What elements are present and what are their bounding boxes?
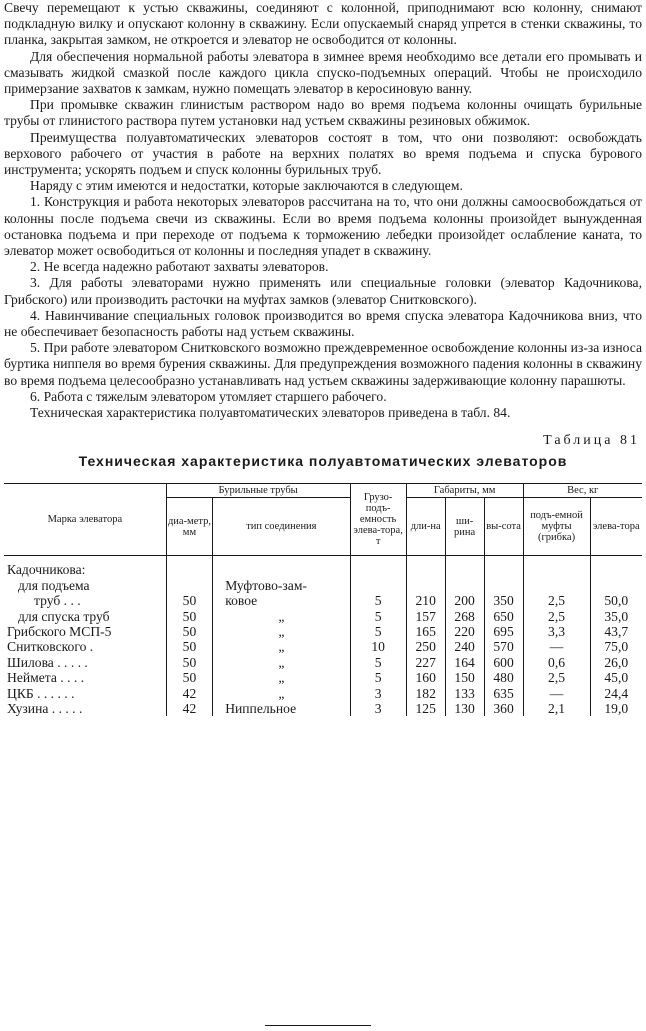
- row-width: 220: [445, 624, 484, 639]
- row-connection: „: [213, 639, 350, 654]
- header-pipes: Бурильные трубы: [166, 484, 350, 498]
- table-row: [4, 593, 642, 608]
- row-connection-cont: ковое: [213, 593, 350, 608]
- row-width: 150: [445, 670, 484, 685]
- row-weight-elevator: 50,0: [590, 593, 642, 608]
- row-diameter: 50: [166, 655, 212, 670]
- row-height: 360: [484, 701, 523, 716]
- row-capacity: 5: [350, 655, 406, 670]
- row-weight-coupling: 3,3: [523, 624, 590, 639]
- row-connection: „: [213, 655, 350, 670]
- row-weight-elevator: 75,0: [590, 639, 642, 654]
- row-height: 570: [484, 639, 523, 654]
- row-height: 350: [484, 593, 523, 608]
- row-name: Снитковского .: [4, 639, 166, 654]
- row-diameter: 50: [166, 609, 212, 624]
- row-weight-elevator: 45,0: [590, 670, 642, 685]
- row-weight-coupling: 2,5: [523, 609, 590, 624]
- footer-rule: [265, 1025, 371, 1026]
- row-diameter: 42: [166, 686, 212, 701]
- row-diameter: 42: [166, 701, 212, 716]
- table-row: [4, 701, 642, 716]
- row-width: 268: [445, 609, 484, 624]
- row-diameter: 50: [166, 593, 212, 608]
- table-row: [4, 624, 642, 639]
- row-weight-coupling: 2,5: [523, 593, 590, 608]
- header-weight-coupling: подъ-емной муфты (грибка): [523, 498, 590, 556]
- row-name: ЦКБ . . . . . .: [4, 686, 166, 701]
- paragraph-12: Техническая характеристика полуавтоматических элеваторов приведена в табл. 84.: [30, 405, 511, 421]
- header-height: вы-сота: [484, 498, 523, 556]
- table-row-group: [4, 562, 642, 577]
- row-height: 600: [484, 655, 523, 670]
- table-row: [4, 686, 642, 701]
- row-width: 130: [445, 701, 484, 716]
- header-weight-elevator: элева-тора: [590, 498, 642, 556]
- row-length: 182: [406, 686, 445, 701]
- row-connection: „: [213, 609, 350, 624]
- row-capacity: 5: [350, 670, 406, 685]
- row-weight-elevator: 35,0: [590, 609, 642, 624]
- row-connection: „: [213, 670, 350, 685]
- table-row: [4, 639, 642, 654]
- paragraph-4: Преимущества полуавтоматических элеваторов состоят в том, что они позволяют: освобождать верхового рабочего от участия в работе на верхних полатях во время подъема и спуска бурового инструмента; ускорять подъем и спуск колонны бурильных труб.: [4, 129, 642, 178]
- row-name: для спуска труб: [4, 609, 166, 624]
- row-diameter: 50: [166, 639, 212, 654]
- row-weight-coupling: 0,6: [523, 655, 590, 670]
- row-capacity: 5: [350, 624, 406, 639]
- row-height: 480: [484, 670, 523, 685]
- row-connection: Муфтово-зам-: [213, 578, 350, 593]
- row-weight-elevator: 26,0: [590, 655, 642, 670]
- row-weight-coupling: —: [523, 686, 590, 701]
- row-name-cont: труб . . .: [4, 593, 166, 608]
- header-connection: тип соединения: [213, 498, 350, 556]
- paragraph-2: Для обеспечения нормальной работы элеватора в зимнее время необходимо все детали его промывать и смазывать жидкой смазкой после каждого цикла спуско-подъемных операций. Чтобы не происходило примерзание захватов к замкам, нужно помещать элеватор в керосиновую ванну.: [4, 48, 642, 97]
- row-length: 210: [406, 593, 445, 608]
- row-height: 650: [484, 609, 523, 624]
- header-width: ши-рина: [445, 498, 484, 556]
- row-height: 695: [484, 624, 523, 639]
- paragraph-9: 4. Навинчивание специальных головок производится во время спуска элеватора Кадочникова вниз, что не обеспечивает безопасность работы над устьем скважины.: [4, 307, 642, 340]
- row-weight-coupling: —: [523, 639, 590, 654]
- row-width: 240: [445, 639, 484, 654]
- row-weight-coupling: 2,5: [523, 670, 590, 685]
- paragraph-3: При промывке скважин глинистым раствором надо во время подъема колонны очищать бурильные трубы от глинистого раствора путем установки над устьем скважины резиновых обжимок.: [4, 97, 642, 129]
- row-name: Грибского МСП-5: [4, 624, 166, 639]
- row-length: 227: [406, 655, 445, 670]
- row-diameter: 50: [166, 624, 212, 639]
- header-mark: Марка элеватора: [4, 484, 166, 556]
- row-capacity: 10: [350, 639, 406, 654]
- row-length: 157: [406, 609, 445, 624]
- row-weight-elevator: 43,7: [590, 624, 642, 639]
- row-connection: „: [213, 624, 350, 639]
- row-length: 160: [406, 670, 445, 685]
- row-name: Шилова . . . . .: [4, 655, 166, 670]
- table-row: [4, 609, 642, 624]
- row-connection: „: [213, 686, 350, 701]
- paragraph-10: 5. При работе элеватором Снитковского возможно преждевременное освобождение колонны из-за износа буртика ниппеля во время бурения скважины. Для предупреждения возможного падения колонны в скважину во время подъема целесообразно устанавливать над устьем скважины задерживающие колонну парашюты.: [4, 340, 642, 388]
- table-row: [4, 655, 642, 670]
- table-row: [4, 670, 642, 685]
- row-weight-elevator: 24,4: [590, 686, 642, 701]
- row-connection: Ниппельное: [213, 701, 350, 716]
- header-diameter: диа-метр, мм: [166, 498, 212, 556]
- row-capacity: 5: [350, 609, 406, 624]
- table-title: Техническая характеристика полуавтоматических элеваторов: [78, 453, 568, 470]
- row-width: 133: [445, 686, 484, 701]
- row-length: 250: [406, 639, 445, 654]
- row-capacity: 3: [350, 701, 406, 716]
- row-name: Неймета . . . .: [4, 670, 166, 685]
- paragraph-7: 2. Не всегда надежно работают захваты элеваторов.: [30, 259, 329, 275]
- header-weight: Вес, кг: [523, 484, 642, 498]
- header-length: дли-на: [406, 498, 445, 556]
- row-width: 164: [445, 655, 484, 670]
- paragraph-1: Свечу перемещают к устью скважины, соединяют с колонной, приподнимают всю колонну, снимают подкладную вилку и опускают колонну в скважину. Если опускаемый снаряд упрется в стенки скважины, то планка, закрытая замком, не откроется и элеватор не освободится от колонны.: [4, 0, 642, 48]
- header-dims: Габариты, мм: [406, 484, 523, 498]
- row-weight-elevator: 19,0: [590, 701, 642, 716]
- row-capacity: 3: [350, 686, 406, 701]
- table-row: [4, 578, 642, 593]
- header-capacity: Грузо-подъ-емность элева-тора, т: [350, 484, 406, 556]
- paragraph-11: 6. Работа с тяжелым элеватором утомляет старшего рабочего.: [30, 388, 387, 404]
- row-weight-coupling: 2,1: [523, 701, 590, 716]
- row-length: 125: [406, 701, 445, 716]
- row-name: для подъема: [4, 578, 166, 593]
- page: [4, 0, 642, 716]
- group-label: Кадочникова:: [4, 562, 166, 577]
- row-height: 635: [484, 686, 523, 701]
- paragraph-8: 3. Для работы элеваторами нужно применять или специальные головки (элеватор Кадочникова, Грибского) или производить расточки на муфтах замков (элеватор Снитковского).: [4, 275, 642, 307]
- row-diameter: 50: [166, 670, 212, 685]
- row-width: 200: [445, 593, 484, 608]
- table-caption: Таблица 81: [543, 433, 640, 449]
- paragraph-5: Наряду с этим имеются и недостатки, которые заключаются в следующем.: [30, 178, 463, 194]
- row-capacity: 5: [350, 593, 406, 608]
- elevator-table: [4, 483, 642, 716]
- row-length: 165: [406, 624, 445, 639]
- row-name: Хузина . . . . .: [4, 701, 166, 716]
- paragraph-6: 1. Конструкция и работа некоторых элеваторов рассчитана на то, что они должны самоосвобождаться от колонны после подъема свечи из скважины. Если во время подъема колонны произойдет вынужденная остановка подъема и при переходе от подъема к торможению лебедки произойдет ослабление каната, то элеватор может освободиться от колонны и последняя упадет в скважину.: [4, 194, 642, 259]
